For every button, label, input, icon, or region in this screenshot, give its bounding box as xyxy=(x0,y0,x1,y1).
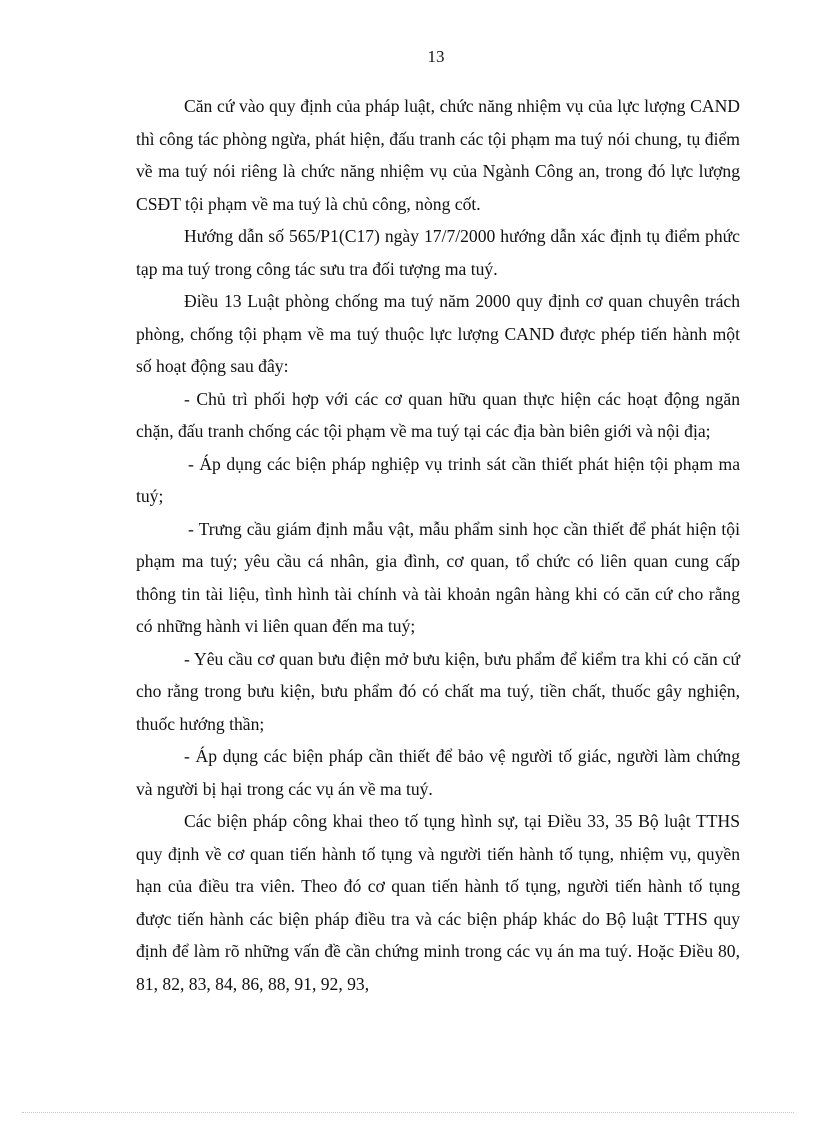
list-item-forensic-request: - Trưng cầu giám định mẫu vật, mẫu phẩm sinh học cần thiết để phát hiện tội phạm ma tuý; yêu cầu cá nhân, gia đình, cơ quan, tổ chức có liên quan cung cấp thông tin tài liệu, tình hình tài chính và tài khoản ngân hàng khi có căn cứ cho rằng có những hành vi liên quan đến ma tuý; xyxy=(136,518,740,636)
page-bottom-divider xyxy=(22,1112,794,1113)
paragraph-guidance-565: Hướng dẫn số 565/P1(C17) ngày 17/7/2000 hướng dẫn xác định tụ điểm phức tạp ma tuý trong công tác sưu tra đối tượng ma tuý. xyxy=(136,226,740,279)
paragraph-public-measures: Các biện pháp công khai theo tố tụng hình sự, tại Điều 33, 35 Bộ luật TTHS quy định về cơ quan tiến hành tố tụng và người tiến hành tố tụng, nhiệm vụ, quyền hạn của điều tra viên. Theo đó cơ quan tiến hành tố tụng, người tiến hành tố tụng được tiến hành các biện pháp điều tra và các biện pháp khác do Bộ luật TTHS quy định để làm rõ những vấn đề cần chứng minh trong các vụ án ma tuý. Hoặc Điều 80, 81, 82, 83, 84, 86, 88, 91, 92, 93, xyxy=(136,811,740,994)
list-item-witness-protection: - Áp dụng các biện pháp cần thiết để bảo vệ người tố giác, người làm chứng và người bị hại trong các vụ án về ma tuý. xyxy=(136,746,740,799)
list-item-coordinate: - Chủ trì phối hợp với các cơ quan hữu quan thực hiện các hoạt động ngăn chặn, đấu tranh chống các tội phạm về ma tuý tại các địa bàn biên giới và nội địa; xyxy=(136,388,740,441)
page-number: 13 xyxy=(427,47,445,66)
list-item-investigation-measures: - Áp dụng các biện pháp nghiệp vụ trinh sát cần thiết phát hiện tội phạm ma tuý; xyxy=(136,453,740,506)
paragraph-article-13: Điều 13 Luật phòng chống ma tuý năm 2000 quy định cơ quan chuyên trách phòng, chống tội phạm về ma tuý thuộc lực lượng CAND được phép tiến hành một số hoạt động sau đây: xyxy=(136,291,740,376)
document-body xyxy=(136,90,740,1000)
list-item-postal-inspection: - Yêu cầu cơ quan bưu điện mở bưu kiện, bưu phẩm để kiểm tra khi có căn cứ cho rằng trong bưu kiện, bưu phẩm đó có chất ma tuý, tiền chất, thuốc gây nghiện, thuốc hướng thần; xyxy=(136,648,740,734)
paragraph-legal-basis: Căn cứ vào quy định của pháp luật, chức năng nhiệm vụ của lực lượng CAND thì công tác phòng ngừa, phát hiện, đấu tranh các tội phạm ma tuý nói chung, tụ điểm về ma tuý nói riêng là chức năng nhiệm vụ của Ngành Công an, trong đó lực lượng CSĐT tội phạm về ma tuý là chủ công, nòng cốt. xyxy=(136,96,740,214)
